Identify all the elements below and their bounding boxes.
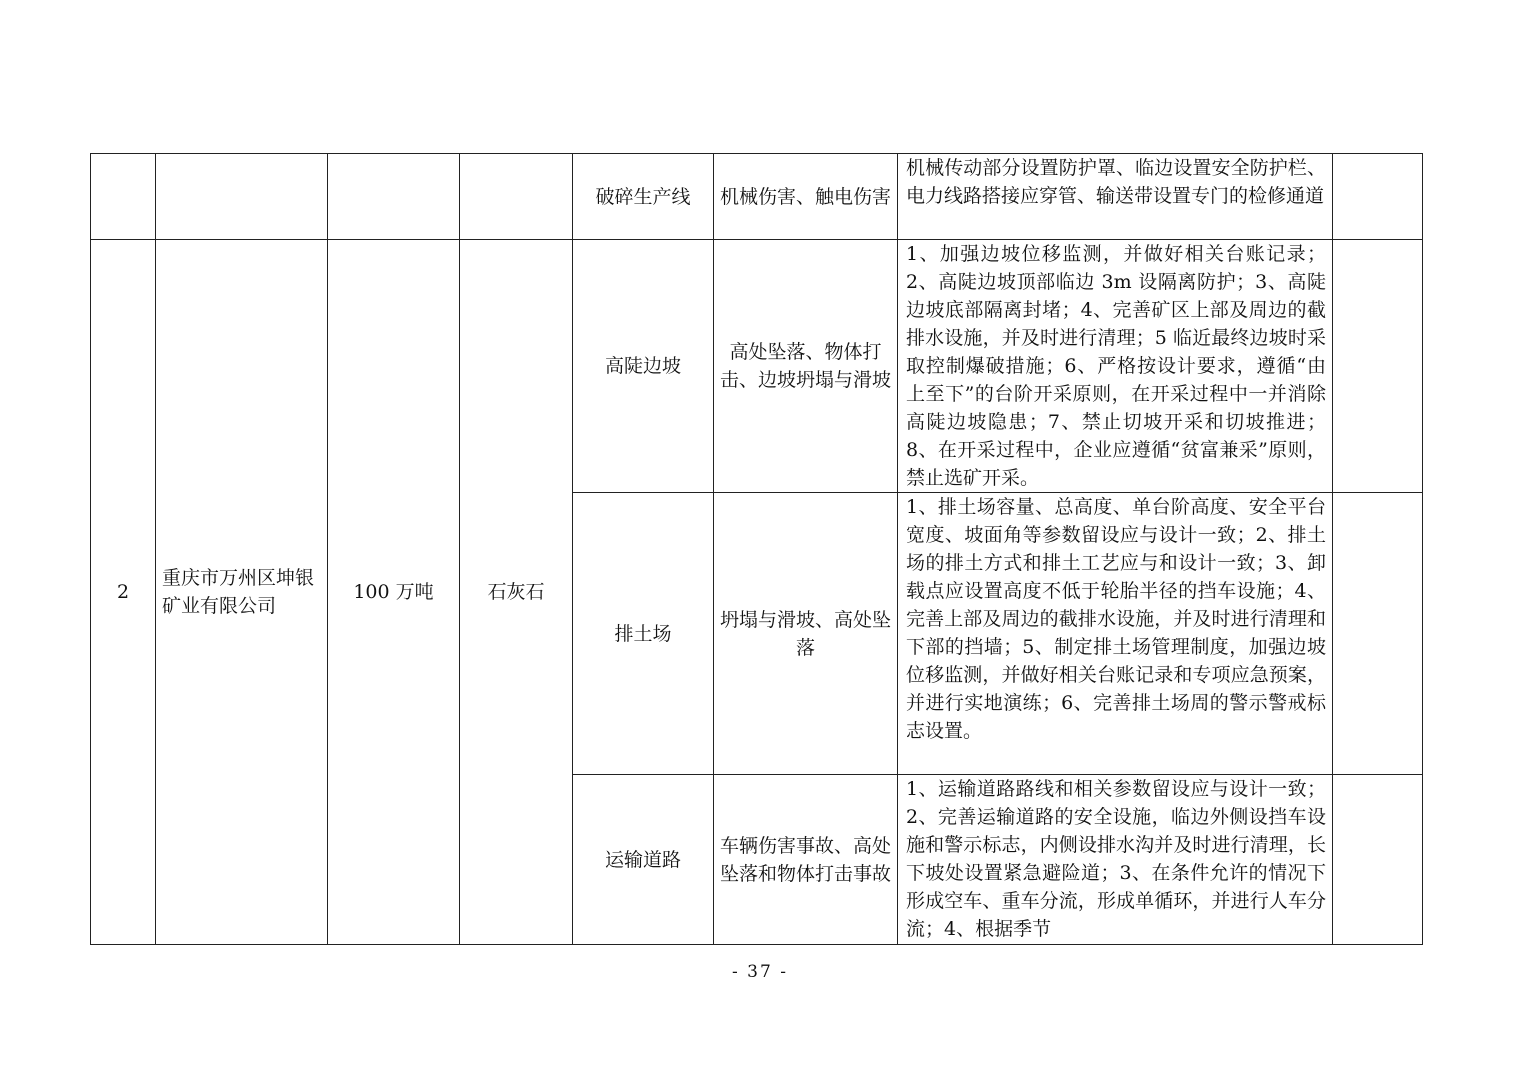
- cell-remark: [1333, 493, 1423, 775]
- cell-no: 2: [91, 240, 156, 945]
- hazard-measures-table: [90, 153, 1423, 945]
- cell-scale: 100 万吨: [328, 240, 460, 945]
- cell-hazard: 机械伤害、触电伤害: [714, 154, 898, 240]
- cell-mineral: 石灰石: [460, 240, 573, 945]
- cell-location: 破碎生产线: [573, 154, 714, 240]
- cell-hazard: 高处坠落、物体打击、边坡坍塌与滑坡: [714, 240, 898, 493]
- cell-company: [156, 154, 328, 240]
- table-row: [91, 154, 1423, 240]
- cell-scale: [328, 154, 460, 240]
- cell-mineral: [460, 154, 573, 240]
- cell-remark: [1333, 775, 1423, 945]
- cell-location: 排土场: [573, 493, 714, 775]
- cell-no: [91, 154, 156, 240]
- cell-hazard: 车辆伤害事故、高处坠落和物体打击事故: [714, 775, 898, 945]
- cell-remark: [1333, 240, 1423, 493]
- table-row: [91, 240, 1423, 493]
- cell-remark: [1333, 154, 1423, 240]
- cell-measures: 机械传动部分设置防护罩、临边设置安全防护栏、电力线路搭接应穿管、输送带设置专门的检修通道: [898, 154, 1333, 240]
- cell-company: 重庆市万州区坤银矿业有限公司: [156, 240, 328, 945]
- cell-measures: 1、加强边坡位移监测，并做好相关台账记录；2、高陡边坡顶部临边 3m 设隔离防护；3、高陡边坡底部隔离封堵；4、完善矿区上部及周边的截排水设施，并及时进行清理；5 临近最终边坡时采取控制爆破措施；6、严格按设计要求，遵循“由上至下”的台阶开采原则，在开采过程中一并消除高陡边坡隐患；7、禁止切坡开采和切坡推进；8、在开采过程中，企业应遵循“贫富兼采”原则，禁止选矿开采。: [898, 240, 1333, 493]
- cell-location: 高陡边坡: [573, 240, 714, 493]
- cell-location: 运输道路: [573, 775, 714, 945]
- cell-hazard: 坍塌与滑坡、高处坠落: [714, 493, 898, 775]
- cell-measures: 1、运输道路路线和相关参数留设应与设计一致；2、完善运输道路的安全设施，临边外侧设挡车设施和警示标志，内侧设排水沟并及时进行清理，长下坡处设置紧急避险道；3、在条件允许的情况下形成空车、重车分流，形成单循环，并进行人车分流；4、根据季节: [898, 775, 1333, 945]
- cell-measures: 1、排土场容量、总高度、单台阶高度、安全平台宽度、坡面角等参数留设应与设计一致；2、排土场的排土方式和排土工艺应与和设计一致；3、卸载点应设置高度不低于轮胎半径的挡车设施；4、完善上部及周边的截排水设施，并及时进行清理和下部的挡墙；5、制定排土场管理制度，加强边坡位移监测，并做好相关台账记录和专项应急预案，并进行实地演练；6、完善排土场周的警示警戒标志设置。: [898, 493, 1333, 775]
- page-number: - 37 -: [732, 962, 788, 982]
